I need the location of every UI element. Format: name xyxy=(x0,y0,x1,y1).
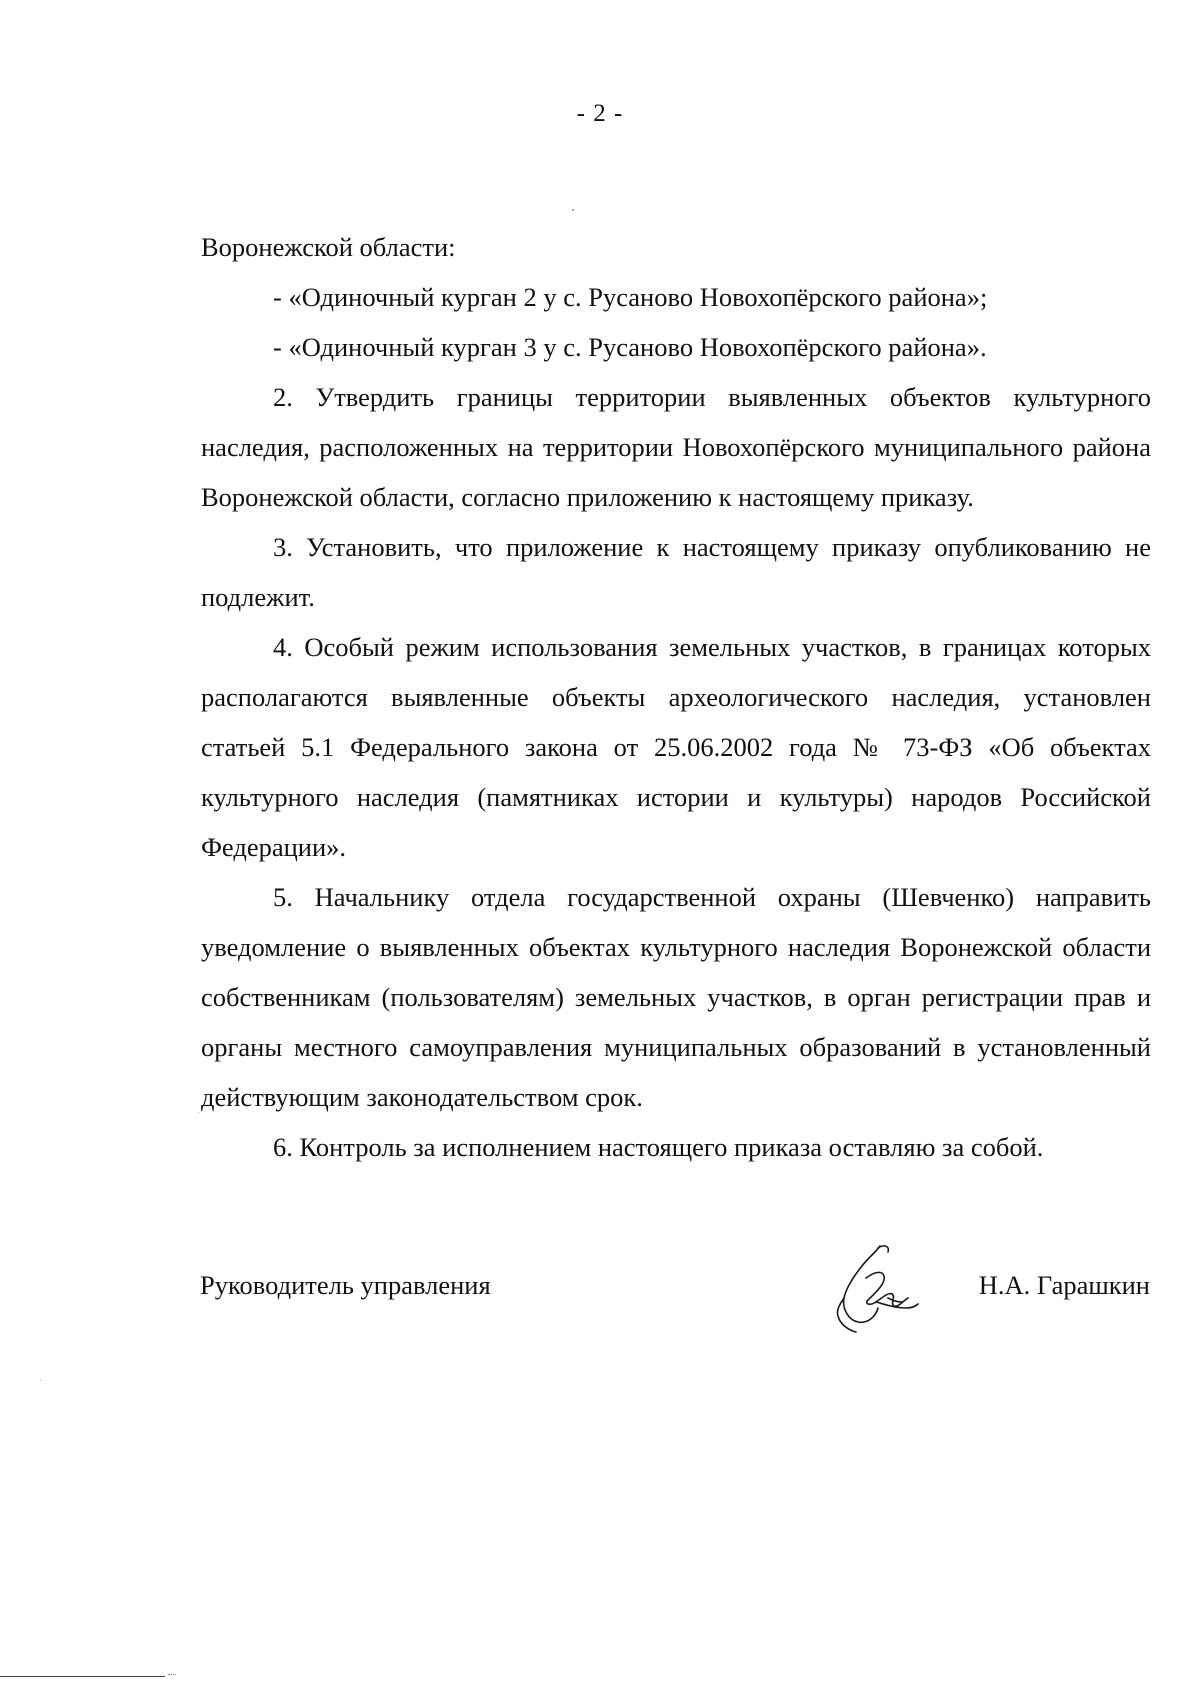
list-item-kurgan-3: - «Одиночный курган 3 у с. Русаново Новохопёрского района». xyxy=(273,332,987,362)
scan-speck xyxy=(572,209,574,211)
paragraph-item-4: 4. Особый режим использования земельных участков, в границах которых располагаются выявленные объекты археологического наследия, установлен статьей 5.1 Федерального закона от 25.06.2002 года № 73-ФЗ «Об объектах культурного наследия (памятниках истории и культуры) народов Российской Федерации». xyxy=(201,632,1151,862)
list-item-kurgan-2: - «Одиночный курган 2 у с. Русаново Новохопёрского района»; xyxy=(273,282,988,312)
paragraph-item-5: 5. Начальнику отдела государственной охраны (Шевченко) направить уведомление о выявленных объектах культурного наследия Воронежской области собственникам (пользователям) земельных участков, в орган регистрации прав и органы местного самоуправления муниципальных образований в установленный действующим законодательством срок. xyxy=(201,882,1151,1112)
signature-block xyxy=(200,1258,1150,1348)
handwritten-signature xyxy=(818,1238,938,1348)
scan-speck xyxy=(198,1112,199,1113)
signatory-title: Руководитель управления xyxy=(200,1270,491,1300)
footer-rule xyxy=(0,1676,165,1677)
scan-speck xyxy=(40,1380,41,1381)
page-number: - 2 - xyxy=(576,100,624,127)
paragraph-continuation: Воронежской области: xyxy=(201,232,456,262)
document-body xyxy=(201,222,1151,1172)
paragraph-item-6: 6. Контроль за исполнением настоящего приказа оставляю за собой. xyxy=(273,1132,1044,1162)
footer-rule-dots xyxy=(168,1674,176,1678)
paragraph-item-3: 3. Установить, что приложение к настоящему приказу опубликованию не подлежит. xyxy=(201,532,1151,612)
paragraph-item-2: 2. Утвердить границы территории выявленных объектов культурного наследия, расположенных на территории Новохопёрского муниципального района Воронежской области, согласно приложению к настоящему приказу. xyxy=(201,382,1151,512)
signatory-name: Н.А. Гарашкин xyxy=(978,1270,1150,1300)
